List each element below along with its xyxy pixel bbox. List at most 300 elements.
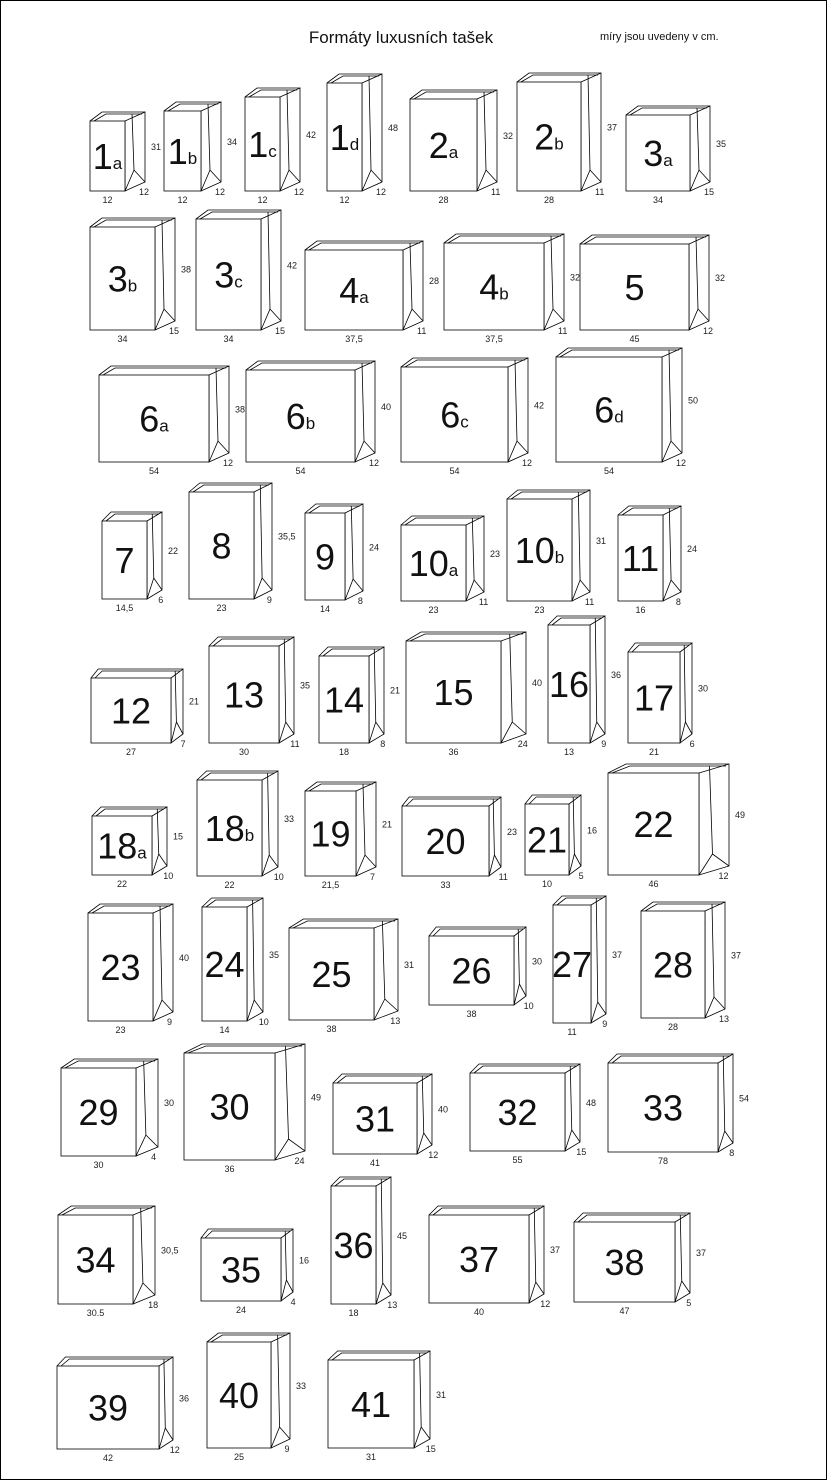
bag-side-panel <box>281 1229 293 1301</box>
bag-inner-rim <box>406 799 498 806</box>
bag-9 <box>305 504 379 614</box>
bag-side-panel <box>152 807 167 875</box>
bag-inner-rim <box>337 1076 429 1083</box>
bag-3a <box>626 106 726 205</box>
bag-depth-dim: 12 <box>294 187 305 197</box>
bag-subscript: b <box>554 547 565 567</box>
bag-width-dim: 42 <box>102 1453 114 1463</box>
bag-side-panel <box>133 1206 155 1304</box>
bag-height-dim: 30 <box>532 956 543 967</box>
units-note: míry jsou uvedeny v cm. <box>600 31 719 43</box>
bag-side-panel <box>209 366 229 462</box>
bag-label <box>604 1242 644 1283</box>
bag-1a <box>90 112 161 205</box>
bag-width-dim: 54 <box>603 466 615 476</box>
bag-26 <box>429 927 542 1019</box>
bag-height-dim: 24 <box>369 542 380 553</box>
bag-label <box>643 1087 683 1128</box>
bag-inner-rim <box>560 350 679 357</box>
bag-number: 10 <box>408 542 449 584</box>
bag-label <box>221 1249 261 1290</box>
bag-side-panel <box>345 504 363 600</box>
bag-number: 33 <box>642 1087 684 1129</box>
bag-number: 28 <box>652 944 694 986</box>
bag-19 <box>305 782 392 890</box>
bag-label <box>633 804 673 845</box>
bag-width-dim: 18 <box>348 1308 359 1318</box>
bag-depth-dim: 9 <box>167 1017 173 1027</box>
bag-subscript: a <box>112 153 123 173</box>
bag-side-panel <box>572 490 590 601</box>
bag-side-panel <box>529 1206 544 1303</box>
bag-height-dim: 31 <box>436 1390 447 1400</box>
bag-number: 3 <box>643 132 664 174</box>
bag-height-dim: 37 <box>731 950 742 961</box>
bag-width-dim: 30 <box>238 747 250 757</box>
bag-height-dim: 33 <box>284 814 295 824</box>
bag-subscript: c <box>234 272 243 292</box>
bag-width-dim: 34 <box>223 334 234 344</box>
bag-10b <box>507 490 606 615</box>
bag-depth-dim: 13 <box>719 1014 730 1024</box>
bag-4b <box>444 234 580 344</box>
bag-side-panel <box>356 782 376 876</box>
bag-label <box>310 813 350 854</box>
bag-label <box>114 540 134 581</box>
bag-top-rim <box>444 234 564 243</box>
bag-depth-dim: 11 <box>558 326 568 336</box>
bag-width-dim: 23 <box>115 1025 126 1035</box>
bag-height-dim: 31 <box>596 536 607 546</box>
bag-35 <box>201 1229 309 1315</box>
bag-depth-dim: 11 <box>491 187 501 197</box>
bag-width-dim: 10 <box>541 879 553 889</box>
bag-width-dim: 38 <box>326 1024 337 1034</box>
bag-width-dim: 36 <box>224 1164 235 1174</box>
bag-depth-dim: 12 <box>369 458 380 468</box>
bag-label <box>111 690 151 731</box>
bag-depth-dim: 12 <box>215 187 226 197</box>
bag-label <box>653 944 693 985</box>
bag-side-panel <box>403 241 423 330</box>
bag-side-panel <box>590 616 605 743</box>
bag-label <box>333 1225 373 1266</box>
bag-side-panel <box>355 361 375 462</box>
bag-41 <box>328 1351 446 1462</box>
bag-label <box>425 821 465 862</box>
bag-inner-rim <box>61 1359 170 1366</box>
bag-1d <box>327 74 398 205</box>
bag-23 <box>88 904 189 1035</box>
bag-label <box>311 954 351 995</box>
bag-height-dim: 45 <box>397 1231 408 1241</box>
bag-side-panel <box>374 919 398 1020</box>
bag-number: 6 <box>594 389 615 431</box>
bag-number: 10 <box>514 529 555 571</box>
bag-number: 24 <box>204 943 245 985</box>
bag-number: 18 <box>204 807 245 849</box>
bag-height-dim: 21 <box>390 685 401 696</box>
bag-number: 39 <box>87 1387 129 1429</box>
bag-subscript: a <box>448 560 459 580</box>
bag-number: 40 <box>218 1374 260 1416</box>
bag-width-dim: 31 <box>365 1452 377 1462</box>
bag-depth-dim: 24 <box>294 1156 305 1166</box>
bag-number: 4 <box>479 266 500 308</box>
bag-top-rim <box>470 1064 580 1073</box>
bag-top-rim <box>246 361 375 370</box>
bag-label <box>433 672 473 713</box>
bag-width-dim: 23 <box>428 605 439 615</box>
bag-depth-dim: 12 <box>169 1445 180 1455</box>
bag-number: 4 <box>339 269 360 311</box>
bag-width-dim: 13 <box>563 747 575 757</box>
bag-depth-dim: 10 <box>163 871 174 881</box>
bag-height-dim: 54 <box>739 1093 750 1104</box>
bag-side-panel <box>414 1351 430 1448</box>
bag-subscript: b <box>554 134 564 154</box>
bag-33 <box>608 1054 749 1166</box>
bag-depth-dim: 24 <box>517 739 528 749</box>
bag-depth-dim: 9 <box>266 595 272 605</box>
bag-width-dim: 16 <box>635 605 646 615</box>
bag-depth-dim: 15 <box>576 1147 587 1157</box>
bag-height-dim: 38 <box>235 404 246 415</box>
bag-height-dim: 21 <box>382 819 393 830</box>
bag-width-dim: 34 <box>652 195 664 205</box>
bag-top-rim <box>328 1351 430 1360</box>
bag-13 <box>209 637 310 757</box>
bag-10a <box>401 516 500 615</box>
bag-side-panel <box>155 218 175 330</box>
bag-height-dim: 22 <box>168 546 179 556</box>
bag-label <box>219 1375 259 1416</box>
bag-depth-dim: 12 <box>703 326 714 336</box>
bag-subscript: d <box>614 407 624 427</box>
bag-number: 14 <box>323 679 365 721</box>
bag-38 <box>574 1213 706 1316</box>
bag-side-panel <box>136 1059 158 1156</box>
bag-number: 32 <box>497 1091 538 1133</box>
bag-depth-dim: 5 <box>686 1298 692 1308</box>
bag-number: 18 <box>97 825 138 867</box>
bag-side-panel <box>280 88 300 191</box>
bag-subscript: b <box>305 413 316 433</box>
bag-label <box>209 1086 249 1127</box>
bag-number: 7 <box>114 539 135 581</box>
bag-24 <box>202 898 279 1035</box>
bag-25 <box>289 919 414 1034</box>
bag-34 <box>58 1206 179 1318</box>
bag-number: 2 <box>534 116 555 158</box>
bag-number: 38 <box>604 1241 645 1283</box>
bag-inner-rim <box>250 363 372 370</box>
bag-number: 27 <box>551 943 593 985</box>
bag-label <box>459 1239 499 1280</box>
bag-subscript: a <box>159 416 169 436</box>
bag-3b <box>90 218 191 344</box>
bag-side-panel <box>705 902 725 1018</box>
bag-subscript: d <box>349 134 360 154</box>
bag-label <box>451 950 491 991</box>
bag-number: 15 <box>433 671 474 713</box>
bag-depth-dim: 11 <box>290 739 300 749</box>
bag-height-dim: 30 <box>698 683 709 694</box>
bag-1c <box>245 88 316 205</box>
bag-number: 34 <box>75 1239 116 1281</box>
bag-height-dim: 42 <box>534 400 545 411</box>
bag-depth-dim: 9 <box>601 739 607 749</box>
bag-height-dim: 35 <box>716 139 727 149</box>
bag-top-rim <box>57 1357 173 1366</box>
bag-21 <box>525 795 597 889</box>
bag-height-dim: 16 <box>299 1255 310 1266</box>
bag-height-dim: 37 <box>696 1248 707 1258</box>
bag-number: 1 <box>92 135 113 177</box>
bag-depth-dim: 12 <box>718 871 729 881</box>
bag-number: 3 <box>107 258 128 300</box>
bag-subscript: a <box>448 142 459 162</box>
bag-depth-dim: 7 <box>370 872 376 882</box>
bag-width-dim: 14,5 <box>115 603 134 613</box>
bag-depth-dim: 15 <box>704 187 715 197</box>
bag-39 <box>57 1357 189 1463</box>
bag-18b <box>197 771 294 890</box>
bag-number: 19 <box>310 813 351 855</box>
bag-depth-dim: 8 <box>357 596 363 606</box>
bag-inner-rim <box>584 237 706 244</box>
bag-32 <box>470 1064 596 1165</box>
bag-subscript: a <box>663 150 673 170</box>
bag-side-panel <box>508 358 528 462</box>
bag-width-dim: 37,5 <box>345 334 363 344</box>
bag-width-dim: 78 <box>657 1156 669 1166</box>
bag-depth-dim: 12 <box>522 458 533 468</box>
bag-width-dim: 12 <box>102 195 113 205</box>
bag-label <box>497 1092 537 1133</box>
bag-label <box>78 1092 118 1133</box>
bag-number: 17 <box>633 677 675 719</box>
bag-11 <box>618 506 697 615</box>
bag-label <box>315 536 335 577</box>
bag-side-panel <box>247 898 263 1021</box>
bag-15 <box>406 632 542 757</box>
bag-depth-dim: 4 <box>151 1152 157 1162</box>
bag-side-panel <box>675 1213 690 1302</box>
bag-17 <box>628 643 708 757</box>
bag-label <box>552 944 592 985</box>
bag-depth-dim: 7 <box>180 739 186 749</box>
bag-top-rim <box>580 235 709 244</box>
bag-width-dim: 21 <box>648 747 660 757</box>
bag-number: 6 <box>440 394 461 436</box>
bag-inner-rim <box>433 929 523 936</box>
bag-height-dim: 42 <box>306 130 317 140</box>
bag-subscript: b <box>127 276 138 296</box>
bag-subscript: a <box>359 287 369 307</box>
bag-subscript: c <box>460 412 469 432</box>
bag-side-panel <box>663 506 681 601</box>
bag-height-dim: 16 <box>587 825 598 836</box>
bag-16 <box>548 616 621 757</box>
bag-width-dim: 54 <box>148 466 160 476</box>
bag-top-rim <box>333 1074 432 1083</box>
bag-6a <box>99 366 245 476</box>
bag-height-dim: 48 <box>388 123 399 133</box>
bag-side-panel <box>591 896 606 1023</box>
bag-label <box>351 1384 391 1425</box>
bag-height-dim: 42 <box>287 260 298 271</box>
bag-1b <box>164 102 237 205</box>
bag-height-dim: 23 <box>507 827 518 837</box>
bag-width-dim: 18 <box>338 747 350 757</box>
bag-side-panel <box>501 632 526 743</box>
bag-depth-dim: 12 <box>540 1299 551 1309</box>
bag-top-rim <box>429 927 526 936</box>
bag-number: 6 <box>285 395 306 437</box>
bag-width-dim: 40 <box>473 1307 485 1317</box>
bag-12 <box>91 669 199 757</box>
bag-inner-rim <box>405 360 525 367</box>
bag-height-dim: 31 <box>404 960 415 970</box>
bag-inner-rim <box>103 368 226 375</box>
bag-side-panel <box>718 1054 733 1152</box>
bag-height-dim: 40 <box>438 1104 449 1115</box>
bag-height-dim: 37 <box>612 950 623 960</box>
bag-4a <box>305 241 439 344</box>
bag-number: 26 <box>451 950 492 992</box>
bag-number: 6 <box>139 398 160 440</box>
bag-depth-dim: 4 <box>290 1297 296 1307</box>
page-title: Formáty luxusních tašek <box>308 28 494 47</box>
bag-37 <box>429 1206 560 1317</box>
bag-number: 30 <box>209 1086 250 1128</box>
bag-side-panel <box>689 235 709 330</box>
bag-label <box>204 944 244 985</box>
bag-side-panel <box>262 771 278 876</box>
bag-number: 23 <box>100 946 141 988</box>
bag-number: 35 <box>220 1249 262 1291</box>
bag-31 <box>333 1074 448 1168</box>
bag-depth-dim: 8 <box>380 739 386 749</box>
bag-top-rim <box>429 1206 544 1215</box>
bag-2b <box>517 73 617 205</box>
bag-inner-rim <box>474 1066 577 1073</box>
bag-width-dim: 23 <box>534 605 545 615</box>
bag-height-dim: 35 <box>300 680 311 691</box>
bag-side-panel <box>254 483 272 599</box>
bag-number: 37 <box>458 1238 500 1280</box>
bag-height-dim: 36 <box>179 1393 190 1404</box>
bag-side-panel <box>369 647 384 743</box>
bag-number: 29 <box>78 1091 119 1133</box>
bag-depth-dim: 11 <box>584 597 595 607</box>
bag-side-panel <box>699 764 729 875</box>
bag-side-panel <box>680 643 692 743</box>
bag-8 <box>189 483 296 613</box>
bag-height-dim: 49 <box>735 810 746 820</box>
bag-number: 36 <box>333 1224 374 1266</box>
bag-side-panel <box>362 74 382 191</box>
bag-29 <box>61 1059 174 1170</box>
bag-depth-dim: 13 <box>390 1016 401 1026</box>
bag-36 <box>331 1177 407 1318</box>
bag-depth-dim: 10 <box>523 1001 534 1011</box>
bag-number: 1 <box>329 116 350 158</box>
bag-number: 3 <box>214 254 235 296</box>
bag-number: 11 <box>621 537 660 579</box>
bag-inner-rim <box>578 1215 687 1222</box>
bag-number: 16 <box>548 663 590 705</box>
bag-top-rim <box>401 358 528 367</box>
bag-depth-dim: 15 <box>169 326 180 336</box>
bag-28 <box>641 902 741 1032</box>
bag-number: 13 <box>223 674 265 716</box>
bag-width-dim: 47 <box>619 1306 630 1316</box>
bag-3c <box>196 210 297 344</box>
bag-number: 1 <box>167 130 188 172</box>
bag-width-dim: 28 <box>438 195 449 205</box>
bag-depth-dim: 11 <box>478 597 489 607</box>
bag-width-dim: 28 <box>543 195 555 205</box>
bag-number: 41 <box>350 1383 392 1425</box>
bag-width-dim: 41 <box>369 1158 381 1168</box>
bag-22 <box>608 764 745 889</box>
bag-18a <box>92 807 183 889</box>
bag-side-panel <box>565 1064 580 1151</box>
bag-width-dim: 12 <box>177 195 188 205</box>
bag-height-dim: 40 <box>381 402 392 412</box>
bag-27 <box>552 896 622 1037</box>
bag-width-dim: 28 <box>667 1022 679 1032</box>
bag-height-dim: 37 <box>607 122 618 133</box>
bag-side-panel <box>477 90 497 191</box>
bag-side-panel <box>279 637 294 743</box>
bag-depth-dim: 18 <box>148 1300 159 1310</box>
bag-height-dim: 38 <box>181 264 192 275</box>
bag-label <box>211 525 231 566</box>
bag-30 <box>184 1044 321 1174</box>
bag-width-dim: 46 <box>648 879 659 889</box>
bag-width-dim: 55 <box>512 1155 523 1165</box>
bag-subscript: b <box>244 825 255 845</box>
bag-label <box>624 267 644 308</box>
bag-depth-dim: 12 <box>376 187 387 197</box>
bag-top-rim <box>99 366 229 375</box>
bag-height-dim: 36 <box>611 670 622 680</box>
bag-side-panel <box>376 1177 391 1304</box>
bag-height-dim: 23 <box>490 549 501 559</box>
bag-number: 25 <box>311 953 352 995</box>
bag-depth-dim: 12 <box>223 458 234 468</box>
bag-height-dim: 32 <box>570 272 581 283</box>
bag-20 <box>402 797 517 890</box>
bag-subscript: c <box>268 141 277 161</box>
bag-height-dim: 34 <box>227 137 238 147</box>
bag-5 <box>580 235 725 344</box>
bag-depth-dim: 13 <box>387 1300 398 1310</box>
bag-width-dim: 30 <box>93 1160 104 1170</box>
bag-height-dim: 33 <box>296 1381 307 1391</box>
bag-subscript: a <box>137 843 147 863</box>
bag-label <box>75 1239 115 1280</box>
bag-number: 20 <box>425 820 466 862</box>
bag-depth-dim: 9 <box>284 1444 290 1454</box>
bag-depth-dim: 15 <box>425 1444 436 1454</box>
bag-top-rim <box>201 1229 293 1238</box>
bag-width-dim: 38 <box>466 1009 477 1019</box>
bag-height-dim: 35,5 <box>278 531 296 542</box>
